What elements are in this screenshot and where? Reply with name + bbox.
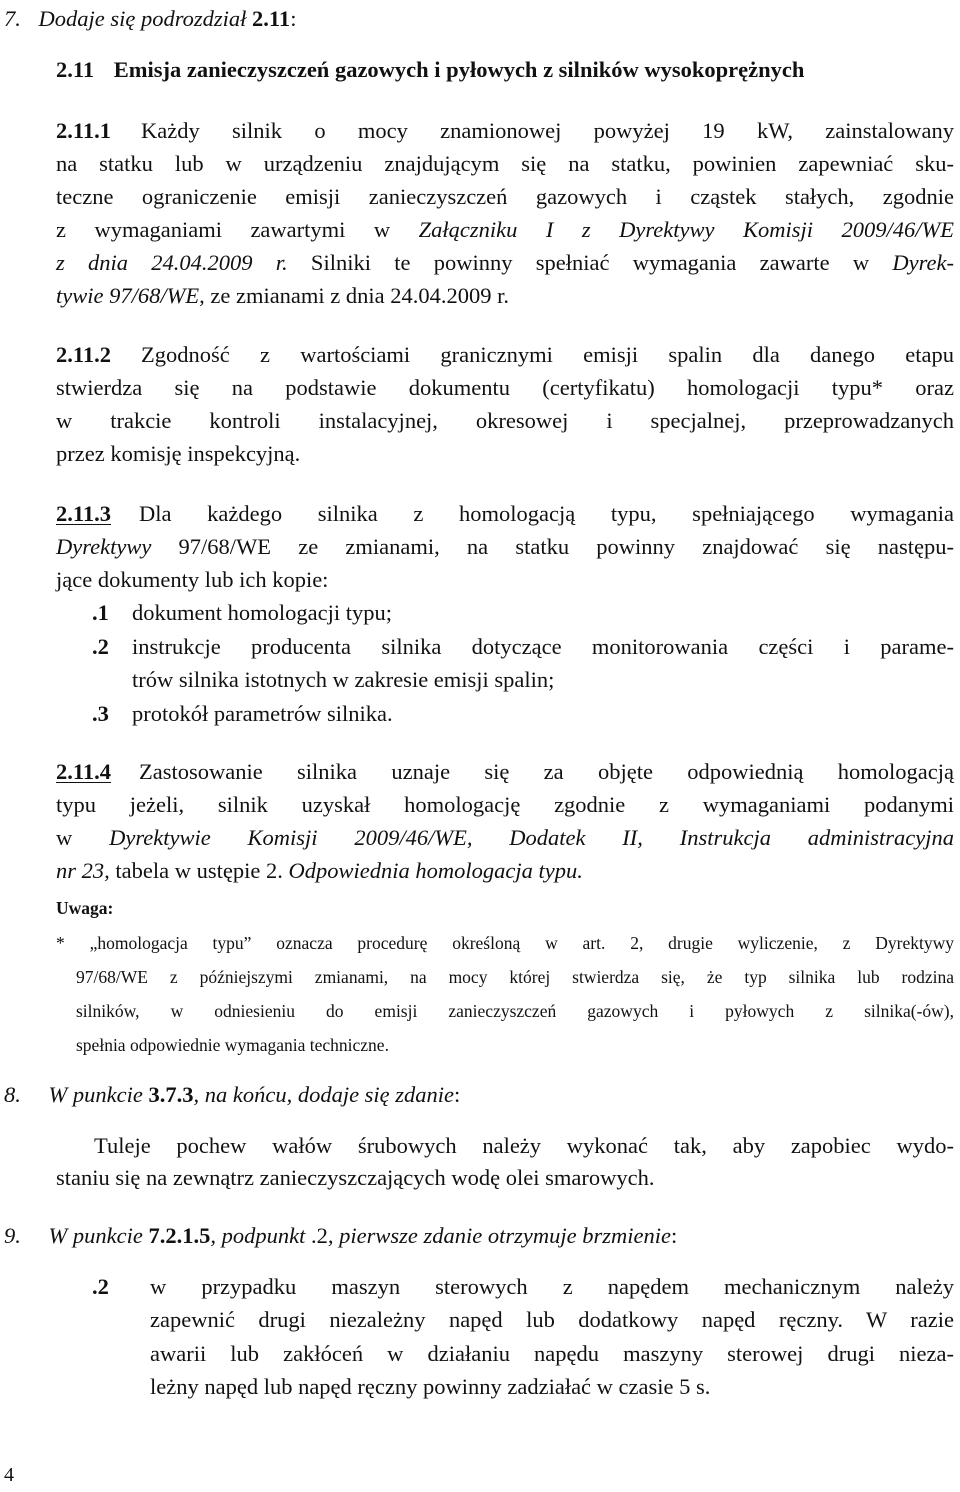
item8-body-line-1: Tuleje pochew wałów śrubowych należy wykonać tak, aby zapobiec wydo- <box>94 1133 954 1158</box>
list-item-text: instrukcje producenta silnika dotyczące monitorowania części i parame- <box>132 634 954 659</box>
item7-colon: : <box>290 6 297 31</box>
para-2-11-3-number: 2.11.3 <box>56 501 112 526</box>
para-2-11-2-line-1: 2.11.2 Zgodność z wartościami granicznymi emisji spalin dla danego etapu <box>56 342 954 367</box>
heading-title: Emisja zanieczyszczeń gazowych i pyłowych z silników wysokoprężnych <box>113 57 805 82</box>
item9-ref: 7.2.1.5 <box>148 1223 211 1248</box>
para-2-11-3-line-2: Dyrektywy 97/68/WE ze zmianami, na statku powinny znajdować się następu- <box>56 534 954 559</box>
list-item-text: protokół parametrów silnika. <box>132 701 393 726</box>
para-2-11-1-line-1: 2.11.1 Każdy silnik o mocy znamionowej powyżej 19 kW, zainstalowany <box>56 118 954 143</box>
item9-body-line-2: zapewnić drugi niezależny napęd lub dodatkowy napęd ręczny. W razie <box>150 1307 954 1332</box>
para-2-11-2-line-3: w trakcie kontroli instalacyjnej, okresowej i specjalnej, przeprowadzanych <box>56 408 954 433</box>
item9-body-line-1: w przypadku maszyn sterowych z napędem mechanicznym należy <box>150 1274 954 1299</box>
para-2-11-1-line-4: z wymaganiami zawartymi w Załączniku I z Dyrektywy Komisji 2009/46/WE <box>56 217 954 242</box>
para-2-11-3-line-3: jące dokumenty lub ich kopie: <box>56 567 329 592</box>
para-2-11-4-line-3: w Dyrektywie Komisji 2009/46/WE, Dodatek II, Instrukcja administracyjna <box>56 825 955 850</box>
list-item-text: dokument homologacji typu; <box>132 600 392 625</box>
para-2-11-1-line-6: tywie 97/68/WE, ze zmianami z dnia 24.04.2009 r. <box>56 283 510 308</box>
directive-reference: Załączniku I z Dyrektywy Komisji 2009/46/WE <box>418 217 954 242</box>
item8-line: 8. W punkcie 3.7.3, na końcu, dodaje się zdanie: <box>4 1082 461 1107</box>
page-number: 4 <box>4 1464 14 1486</box>
item8-number: 8. <box>4 1082 21 1107</box>
note-line-3: silników, w odniesieniu do emisji zanieczyszczeń gazowych i pyłowych z silnika(-ów), <box>76 1001 954 1021</box>
item9-body-line-3: awarii lub zakłóceń w działaniu napędu maszyny sterowej drugi nieza- <box>150 1341 954 1366</box>
para-2-11-2-line-2: stwierdza się na podstawie dokumentu (certyfikatu) homologacji typu* oraz <box>56 375 954 400</box>
item7-lead: Dodaje się podrozdział <box>38 6 253 31</box>
para-2-11-1-line-5: z dnia 24.04.2009 r. Silniki te powinny spełniać wymagania zawarte w Dyrek- <box>56 250 954 275</box>
item7-ref: 2.11 <box>252 6 291 31</box>
item9-number: 9. <box>4 1223 21 1248</box>
item8-ref: 3.7.3 <box>148 1082 194 1107</box>
note-line-1: * „homologacja typu” oznacza procedurę określoną w art. 2, drugie wyliczenie, z Dyrektywy <box>56 933 954 953</box>
para-2-11-1-line-2: na statku lub w urządzeniu znajdującym się na statku, powinien zapewniać sku- <box>56 151 954 176</box>
list-item: .1 <box>92 600 109 625</box>
para-2-11-4-number: 2.11.4 <box>56 759 112 784</box>
list-item: .3 <box>92 701 109 726</box>
item8-body-line-2: staniu się na zewnątrz zanieczyszczających wodę olei smarowych. <box>56 1165 655 1190</box>
para-2-11-4-line-4: nr 23, tabela w ustępie 2. Odpowiednia homologacja typu. <box>56 858 583 883</box>
heading-number: 2.11 <box>56 57 95 82</box>
section-heading <box>56 55 804 85</box>
para-2-11-2-number: 2.11.2 <box>56 342 112 367</box>
item9-subpoint-number: .2 <box>92 1274 109 1299</box>
note-line-2: 97/68/WE z późniejszymi zmianami, na mocy której stwierdza się, że typ silnika lub rodzina <box>76 967 954 987</box>
note-line-4: spełnia odpowiednie wymagania techniczne. <box>76 1035 389 1055</box>
item7-number: 7. <box>4 6 21 31</box>
para-2-11-3-line-1: 2.11.3 Dla każdego silnika z homologacją typu, spełniającego wymagania <box>56 501 954 526</box>
list-item: .2 <box>92 634 109 659</box>
para-2-11-1-line-3: teczne ograniczenie emisji zanieczyszczeń gazowych i cząstek stałych, zgodnie <box>56 184 954 209</box>
list-item-text-cont: trów silnika istotnych w zakresie emisji spalin; <box>132 667 555 692</box>
para-2-11-2-line-4: przez komisję inspekcyjną. <box>56 441 301 466</box>
para-2-11-4-line-2: typu jeżeli, silnik uzyskał homologację zgodnie z wymaganiami podanymi <box>56 792 954 817</box>
item9-line: 9. W punkcie 7.2.1.5, podpunkt .2, pierwsze zdanie otrzymuje brzmienie: <box>4 1223 678 1248</box>
note-label: Uwaga: <box>56 898 114 918</box>
para-2-11-1-number: 2.11.1 <box>56 118 112 143</box>
item7-line <box>4 4 296 34</box>
item9-body-line-4: leżny napęd lub napęd ręczny powinny zadziałać w czasie 5 s. <box>150 1374 711 1399</box>
para-2-11-4-line-1: 2.11.4 Zastosowanie silnika uznaje się za objęte odpowiednią homologacją <box>56 759 954 784</box>
